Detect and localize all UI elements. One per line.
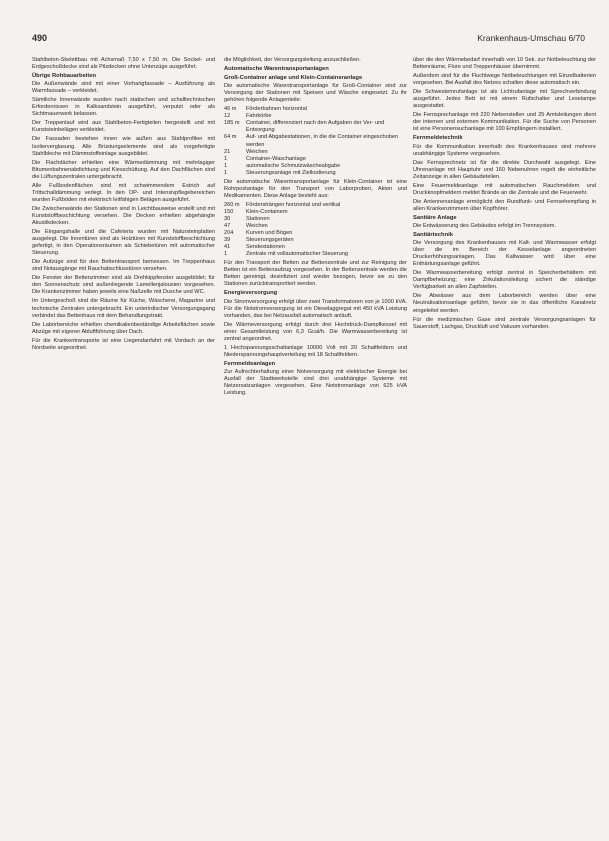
paragraph: Die Warmwasserbereitung erfolgt zentral in Speicherbehältern mit Dampfbeheizung; eine Zirkulationsleitung sichert die ständige Verfügbarkeit an allen Zapfstellen. <box>413 270 596 291</box>
paragraph: Die Antennenanlage ermöglicht den Rundfunk- und Fernsehempfang in allen Krankenzimmern über Kopfhörer. <box>413 198 596 212</box>
list-item-quantity: 260 m <box>224 201 240 208</box>
paragraph: Die automatische Warentransportanlage für Groß-Container sind zur Versorgung der Stationen mit Speisen und Wäsche eingesetzt. Zu ihr gehören folgende Anlagenteile: <box>224 83 407 104</box>
list-item-description: automatische Schmutzwäscheabgabe <box>246 162 341 169</box>
paragraph: Außerdem sind für die Fluchtwege Notbeleuchtungen mit Einzelbatterien vorgesehen. Bei Ausfall des Netzes schalten diese automatisch ein. <box>413 73 596 87</box>
list-item-quantity: 204 <box>224 230 234 237</box>
paragraph: Für die medizinischen Gase sind zentrale Versorgungsanlagen für Sauerstoff, Lachgas, Druckluft und Vakuum vorhanden. <box>413 316 596 330</box>
text-column-2 <box>224 57 407 399</box>
list-item-quantity: 1 <box>224 162 228 169</box>
paragraph: Eine Feuermeldeanlage mit automatischen Rauchmeldern und Druckknopfmeldern meldet Brände an die Zentrale und die Feuerwehr. <box>413 182 596 196</box>
list-item-quantity: 64 m <box>224 134 237 141</box>
list-item <box>224 134 407 148</box>
paragraph: Die Aufzüge sind für den Bettentransport bemessen. Im Treppenhaus sind Notausgänge mit Rauchabschlusstüren versehen. <box>32 259 215 273</box>
list-item-description: Stationen <box>246 215 270 222</box>
section-heading: Sanitäre Anlage <box>413 214 457 221</box>
paragraph: Für den Transport der Betten zur Bettenzentrale und zur Reinigung der Betten ist ein Bettenaufzug vorgesehen. In der Bettenzentrale werden die Betten gereinigt, desinfiziert und wieder bezogen, bevor sie zu den Stationen zurücktransportiert werden. <box>224 260 407 288</box>
list-item <box>224 170 407 177</box>
paragraph: Die Fassaden bestehen innen wie außen aus Stahlprofilen mit Isolierverglasung. Alle Brüstungselemente sind als vorgefertigte Stahlbleche mit Dämmstoffeinlage ausgebildet. <box>32 136 215 157</box>
text-column-1 <box>32 57 215 354</box>
list-item-quantity: 185 m <box>224 120 240 127</box>
paragraph: Für die Kommunikation innerhalb des Krankenhauses sind mehrere unabhängige Systeme vorgesehen. <box>413 143 596 157</box>
list-item <box>224 244 407 251</box>
list-item <box>224 156 407 163</box>
paragraph: Das Fernsprechnetz ist für die direkte Durchwahl ausgelegt. Eine Uhrenanlage mit Hauptuhr und 160 Nebenuhren regelt die einheitliche Zeitanzeige in allen Gebäudeteilen. <box>413 159 596 180</box>
paragraph: Die Entwässerung des Gebäudes erfolgt im Trennsystem. <box>413 222 557 229</box>
list-item-description: Kurven und Bögen <box>246 230 293 237</box>
page-number: 490 <box>32 33 48 43</box>
section-heading: Übrige Rohbauarbeiten <box>32 73 97 80</box>
list-item <box>224 106 407 113</box>
paragraph: Die automatische Warentransportanlage für Klein-Container ist eine Rohrpostanlage für den Transport von Laborproben, Akten und Medikamenten. Diese Anlage besteht aus: <box>224 178 407 199</box>
list-item-description: Förderbahnen horizontal <box>246 106 307 113</box>
list-item-description: Klein-Containern <box>246 208 288 215</box>
paragraph: über die den Wärmebedarf innerhalb von 10 Sek. zur Notbeleuchtung der Bettenräume, Flure und Treppenhäuser übernimmt. <box>413 57 596 71</box>
paragraph: Die Laborbereiche erhielten chemikalienbeständige Arbeitsflächen sowie Abzüge mit eigener Abluftführung über Dach. <box>32 321 215 335</box>
paragraph: Sämtliche Innenwände wurden nach statischen und schalltechnischen Erfordernissen in Kalksandstein ausgeführt, verputzt oder als Sichtmauerwerk belassen. <box>32 97 215 118</box>
text-column-3 <box>413 57 596 333</box>
paragraph: Der Treppenlauf wird aus Stahlbeton-Fertigteilen hergestellt und mit Kunststeinbelägen verkleidet. <box>32 120 215 134</box>
list-item <box>224 163 407 170</box>
section-heading: Fernmeldeanlagen <box>224 360 276 367</box>
list-item-description: Weichen <box>246 223 268 230</box>
section-heading: Groß-Container anlage und Klein-Containeranlage <box>224 75 363 82</box>
list-item <box>224 120 407 134</box>
paragraph: Die Wärmeversorgung erfolgt durch drei Hochdruck-Dampfkessel mit einer Gesamtleistung von 6,3 Gcal/h. Die Warmwasserbereitung ist zentral angeordnet. <box>224 321 407 342</box>
paragraph: Alle Fußbodenflächen sind mit schwimmendem Estrich auf Trittschalldämmung verlegt. In den OP- und Intensivpflegebereichen wurden Fußböden mit elektrisch leitfähigen Belägen ausgeführt. <box>32 182 215 203</box>
paragraph: Für die Krankentransporte ist eine Liegendanfahrt mit Vordach an der Nordseite angeordnet. <box>32 337 215 351</box>
list-item-description: Auf- und Abgabestationen, in die die Container eingeschoben werden <box>246 134 399 148</box>
paragraph: Zur Aufrechterhaltung einer Notversorgung mit elektrischer Energie bei Ausfall der Stadtwerkstelle sind drei unabhängige Systeme mit Netzersatzanlagen vorgesehen. Eine Notstromanlage von 625 kVA Leistung. <box>224 368 407 397</box>
list-item <box>224 113 407 120</box>
list-item-description: Weichen <box>246 148 268 155</box>
list-item-quantity: 41 <box>224 244 231 251</box>
paragraph: Die Versorgung des Krankenhauses mit Kalt- und Warmwasser erfolgt über die im Bereich der Kesselanlage angeordneten Druckerhöhungsanlagen. Das Kaltwasser wird über eine Enthärtungsanlage geführt. <box>413 240 596 268</box>
list-item-description: Container-Waschanlage <box>246 155 306 162</box>
list-item-quantity: 1 <box>224 169 228 176</box>
list-item-description: Steuerungsanlage mit Zielkodierung <box>246 169 336 176</box>
list-item-quantity: 12 <box>224 113 231 120</box>
list-item <box>224 237 407 244</box>
paragraph: Die Zwischenwände der Stationen sind in Leichtbauweise erstellt und mit Kunststoffbeschichtung versehen. Die Decken erhielten abgehängte Akustikdecken. <box>32 205 215 226</box>
paragraph: Die Eingangshalle und die Cafeteria wurden mit Natursteinplatten ausgelegt. Die Innentüren sind als Holztüren mit Kunststoffbeschichtung gefertigt, in den Operationsräumen als Schiebetüren mit automatischer Steuerung. <box>32 229 215 257</box>
list-item <box>224 216 407 223</box>
list-item-quantity: 46 m <box>224 106 237 113</box>
paragraph: Die Stromversorgung erfolgt über zwei Transformatoren von je 1000 kVA. Für die Notstromversorgung ist ein Dieselaggregat mit 450 kVA Leistung vorhanden, das bei Netzausfall automatisch anläuft. <box>224 298 407 319</box>
list-item-quantity: 1 <box>224 251 228 258</box>
equipment-list <box>224 106 407 176</box>
section-heading: Fernmeldetechnik <box>413 135 463 142</box>
section-heading: Energieversorgung <box>224 290 278 297</box>
running-title: Krankenhaus-Umschau 6/70 <box>477 33 585 43</box>
paragraph: Die Fernsprechanlage mit 220 Nebenstellen und 25 Amtsleitungen dient der internen und externen Kommunikation. Für die Suche von Personen ist eine Personensuchanlage mit 100 Empfängern installiert. <box>413 112 596 133</box>
list-item <box>224 230 407 237</box>
paragraph: Die Flachdächer erhielten eine Wärmedämmung mit mehrlagiger Bitumenbahnenabdichtung und Kiesschüttung. Auf den Dachflächen sind die Lüftungszentralen untergebracht. <box>32 159 215 180</box>
paragraph: Die Schwesternrufanlage ist als Lichtrufanlage mit Sprechverbindung ausgeführt. Jedes Bett ist mit einem Rufschalter und Leselampe ausgestattet. <box>413 89 596 110</box>
paragraph: Die Abwässer aus dem Laborbereich werden über eine Neutralisationsanlage geführt, bevor sie in das öffentliche Kanalnetz eingeleitet werden. <box>413 293 596 314</box>
list-item-quantity: 150 <box>224 208 234 215</box>
list-item <box>224 149 407 156</box>
list-item-quantity: 39 <box>224 237 231 244</box>
paragraph: 1 Hochspannungsschaltanlage 10000 Volt mit 20 Schaltfeldern und Niederspannungshauptverteilung mit 18 Schaltfeldern. <box>224 344 407 358</box>
list-item-quantity: 47 <box>224 223 231 230</box>
list-item-description: Fördersträngen horizontal und vertikal <box>246 201 341 208</box>
list-item-quantity: 21 <box>224 148 231 155</box>
list-item-description: Steuerungsgeräten <box>246 237 294 244</box>
paragraph: Im Untergeschoß sind die Räume für Küche, Wäscherei, Magazine und technische Zentralen untergebracht. Ein unterirdischer Versorgungsgang verbindet das Bettenhaus mit dem Behandlungstrakt. <box>32 298 215 319</box>
list-item-quantity: 30 <box>224 215 231 222</box>
paragraph: Stahlbeton-Skelettbau mit Achsmaß 7,50 x 7,50 m. Die Sockel- und Erdgeschoßdecke sind als Pilzdecken ohne Unterzüge ausgeführt. <box>32 57 215 71</box>
list-item-description: Sendestationen <box>246 244 285 251</box>
section-heading: Automatische Warentransportanlagen <box>224 66 329 73</box>
list-item <box>224 251 407 258</box>
paragraph: Die Außenwände sind mit einer Vorhangfassade – Ausführung als Warmfassade – verkleidet. <box>32 81 215 95</box>
list-item-description: Zentrale mit vollautomatischer Steuerung <box>246 251 348 258</box>
list-item <box>224 202 407 209</box>
list-item-quantity: 1 <box>224 155 228 162</box>
paragraph: Die Fenster der Bettenzimmer sind als Drehkippfenster ausgebildet; für den Sonnenschutz sind außenliegende Lamellenjalousien vorgesehen. Die Krankenzimmer haben jeweils eine Naßzelle mit Dusche und WC. <box>32 275 215 296</box>
list-item-description: Container, differenziert nach den Aufgaben der Ver- und Entsorgung <box>246 120 385 134</box>
list-item <box>224 209 407 216</box>
equipment-list <box>224 202 407 258</box>
paragraph: die Möglichkeit, der Versorgungsleitung anzuschließen. <box>224 57 361 63</box>
section-heading: Sanitärtechnik <box>413 232 453 239</box>
list-item <box>224 223 407 230</box>
list-item-description: Fahrkörbe <box>246 113 272 120</box>
